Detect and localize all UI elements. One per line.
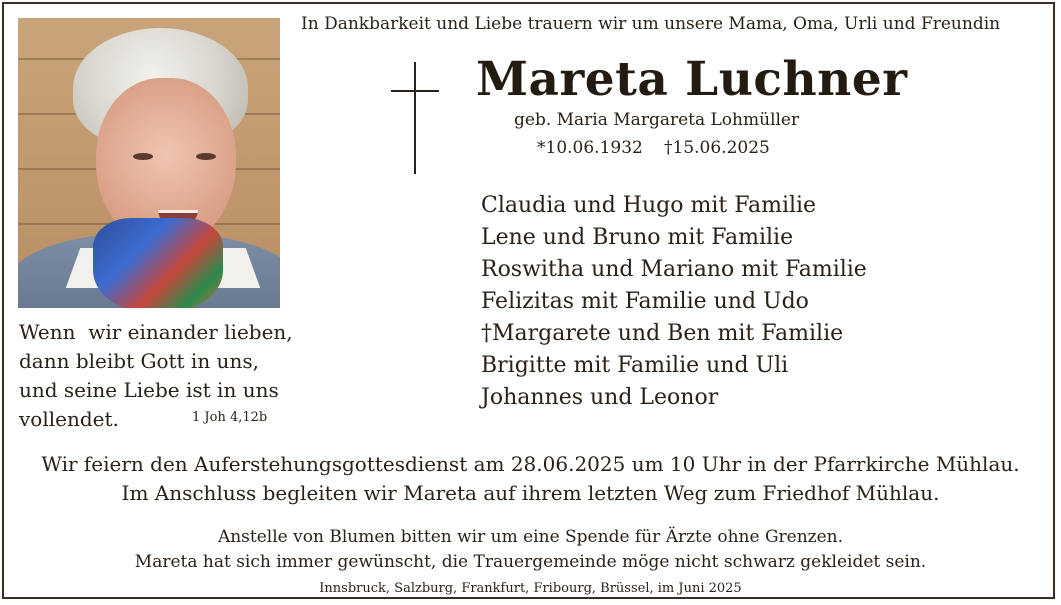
verse-reference: 1 Joh 4,12b xyxy=(192,410,268,425)
service-info: Wir feiern den Auferstehungsgottesdienst am 28.06.2025 um 10 Uhr in der Pfarrkirche Mühlau. xyxy=(41,452,1020,476)
verse-line: und seine Liebe ist in uns xyxy=(19,378,279,402)
mourner-item: Johannes und Leonor xyxy=(481,385,719,410)
mourner-item: †Margarete und Ben mit Familie xyxy=(481,321,844,346)
mourner-item: Felizitas mit Familie und Udo xyxy=(481,289,809,314)
death-date: †15.06.2025 xyxy=(664,138,770,158)
verse-line: dann bleibt Gott in uns, xyxy=(19,349,259,373)
portrait-photo xyxy=(18,18,280,308)
mourner-item: Claudia und Hugo mit Familie xyxy=(481,193,817,218)
mourners-list xyxy=(481,190,867,414)
mourner-item: Lene und Bruno mit Familie xyxy=(481,225,794,250)
dress-wish: Mareta hat sich immer gewünscht, die Trauergemeinde möge nicht schwarz gekleidet sein. xyxy=(134,552,927,572)
verse-line: Wenn wir einander lieben, xyxy=(19,320,293,344)
birth-name: geb. Maria Margareta Lohmüller xyxy=(514,110,800,130)
birth-date: *10.06.1932 xyxy=(537,138,643,158)
donation-request: Anstelle von Blumen bitten wir um eine Spende für Ärzte ohne Grenzen. xyxy=(217,527,844,547)
cross-icon xyxy=(391,62,439,174)
mourner-item: Roswitha und Mariano mit Familie xyxy=(481,257,867,282)
mourner-item: Brigitte mit Familie und Uli xyxy=(481,353,789,378)
verse-line: vollendet. xyxy=(19,407,119,431)
burial-info: Im Anschluss begleiten wir Mareta auf ihrem letzten Weg zum Friedhof Mühlau. xyxy=(121,481,940,505)
places-and-date: Innsbruck, Salzburg, Frankfurt, Fribourg, Brüssel, im Juni 2025 xyxy=(319,581,742,596)
intro-text: In Dankbarkeit und Liebe trauern wir um unsere Mama, Oma, Urli und Freundin xyxy=(301,14,1001,34)
deceased-name: Mareta Luchner xyxy=(476,52,908,107)
